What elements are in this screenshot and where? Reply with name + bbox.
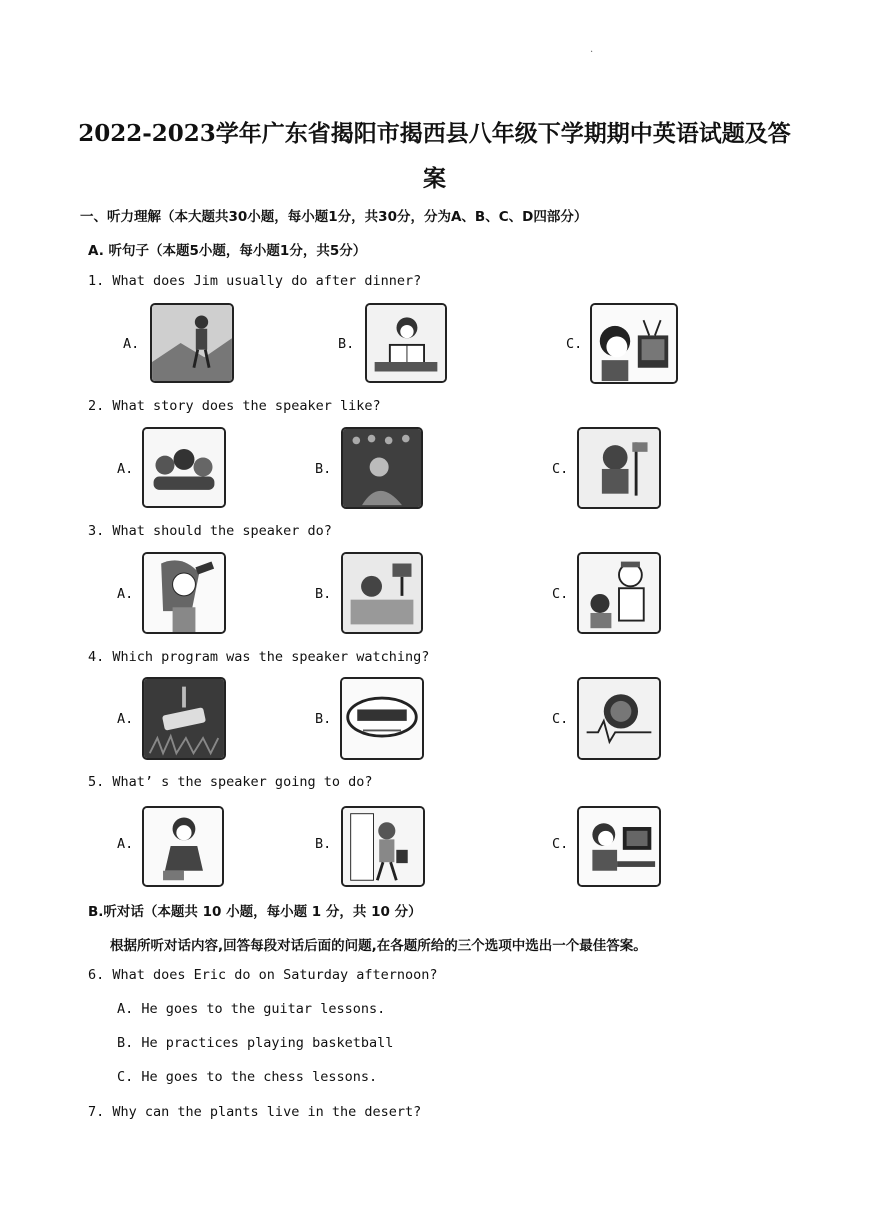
q5-option-b-label: B.	[315, 836, 332, 852]
doctor-icon	[579, 554, 659, 632]
cleaning-girl-icon	[144, 808, 222, 885]
header-dot: .	[590, 44, 594, 55]
q1-option-c-picture[interactable]	[590, 303, 678, 384]
q6-option-b[interactable]: B. He practices playing basketball	[117, 1035, 394, 1051]
question-6: 6. What does Eric do on Saturday afternoon?	[88, 967, 438, 983]
sick-in-bed-icon	[343, 554, 421, 632]
page-title-cont: 案	[423, 165, 446, 192]
q6-option-c[interactable]: C. He goes to the chess lessons.	[117, 1069, 378, 1085]
question-2: 2. What story does the speaker like?	[88, 398, 381, 414]
q1-option-a-picture[interactable]	[150, 303, 234, 383]
voice-show-logo-icon	[144, 679, 224, 758]
q2-option-a-label: A.	[117, 461, 134, 477]
q5-option-c-label: C.	[552, 836, 569, 852]
q5-option-b-picture[interactable]	[341, 806, 425, 887]
fairy-tale-icon	[343, 429, 421, 507]
q3-option-a-picture[interactable]	[142, 552, 226, 634]
chinese-idol-logo-icon	[342, 679, 422, 758]
q1-option-c-label: C.	[566, 336, 583, 352]
part1-heading: 一、听力理解（本大题共30小题，每小题1分，共30分，分为A、B、C、D四部分）	[80, 209, 588, 225]
question-7: 7. Why can the plants live in the desert?	[88, 1104, 422, 1120]
q3-option-c-picture[interactable]	[577, 552, 661, 634]
computer-user-icon	[579, 808, 659, 885]
q5-option-a-label: A.	[117, 836, 134, 852]
q3-option-b-label: B.	[315, 586, 332, 602]
q2-option-c-picture[interactable]	[577, 427, 661, 509]
tv-watching-icon	[592, 305, 676, 382]
q1-option-a-label: A.	[123, 336, 140, 352]
q5-option-c-picture[interactable]	[577, 806, 661, 887]
q2-option-a-picture[interactable]	[142, 427, 226, 508]
q4-option-c-label: C.	[552, 711, 569, 727]
monkey-king-icon	[579, 429, 659, 507]
question-4: 4. Which program was the speaker watching?	[88, 649, 430, 665]
q3-option-a-label: A.	[117, 586, 134, 602]
sectionA-heading: A. 听句子（本题5小题，每小题1分，共5分）	[88, 243, 367, 259]
q4-option-a-label: A.	[117, 711, 134, 727]
hiker-icon	[152, 305, 232, 381]
q4-option-b-label: B.	[315, 711, 332, 727]
reading-boy-icon	[367, 305, 445, 381]
q5-option-a-picture[interactable]	[142, 806, 224, 887]
sectionB-heading: B.听对话（本题共 10 小题，每小题 1 分，共 10 分）	[88, 904, 422, 920]
q3-option-b-picture[interactable]	[341, 552, 423, 634]
q2-option-b-label: B.	[315, 461, 332, 477]
q1-option-b-picture[interactable]	[365, 303, 447, 383]
page-title: 2022-2023学年广东省揭阳市揭西县八年级下学期期中英语试题及答	[78, 120, 791, 147]
drinking-girl-icon	[144, 554, 224, 632]
cartoon-group-icon	[144, 429, 224, 506]
sectionB-instruction: 根据所听对话内容,回答每段对话后面的问题,在各题所给的三个选项中选出一个最佳答案。	[110, 938, 647, 954]
q3-option-c-label: C.	[552, 586, 569, 602]
taking-out-trash-icon	[343, 808, 423, 885]
q1-option-b-label: B.	[338, 336, 355, 352]
question-3: 3. What should the speaker do?	[88, 523, 332, 539]
q4-option-c-picture[interactable]	[577, 677, 661, 760]
question-1: 1. What does Jim usually do after dinner?	[88, 273, 422, 289]
q6-option-a[interactable]: A. He goes to the guitar lessons.	[117, 1001, 386, 1017]
q4-option-a-picture[interactable]	[142, 677, 226, 760]
q2-option-b-picture[interactable]	[341, 427, 423, 509]
q2-option-c-label: C.	[552, 461, 569, 477]
music-program-logo-icon	[579, 679, 659, 758]
q4-option-b-picture[interactable]	[340, 677, 424, 760]
question-5: 5. What’ s the speaker going to do?	[88, 774, 373, 790]
